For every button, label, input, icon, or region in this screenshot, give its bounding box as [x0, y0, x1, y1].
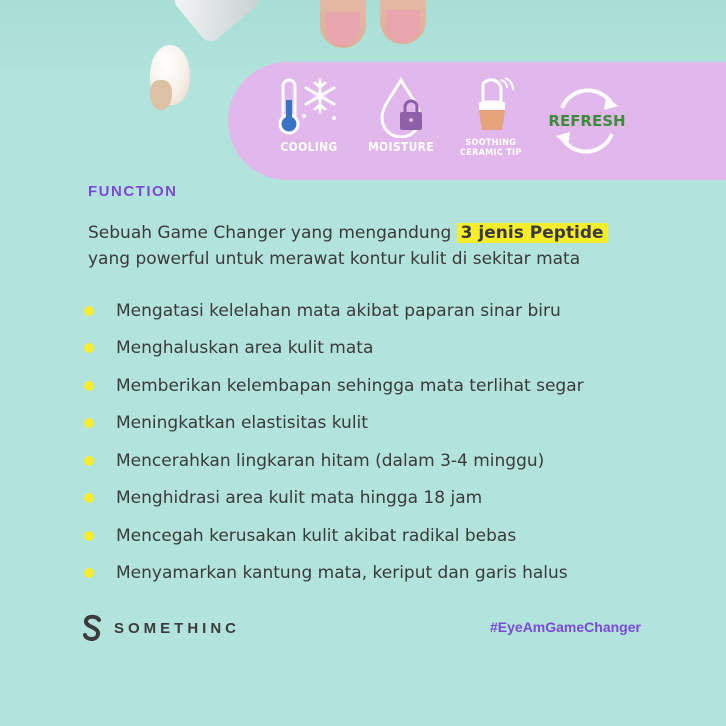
product-photo: [0, 0, 726, 70]
feature-refresh: [548, 82, 626, 160]
intro-before: Sebuah Game Changer yang mengandung: [88, 223, 452, 243]
list-item-text: Mencerahkan lingkaran hitam (dalam 3-4 minggu): [116, 450, 545, 471]
brand-logo-icon: [82, 613, 102, 643]
list-item: [84, 367, 704, 405]
bullet-icon: [84, 568, 94, 578]
feature-ceramic-tip: [460, 76, 522, 158]
function-title: FUNCTION: [88, 183, 178, 200]
list-item-text: Menghaluskan area kulit mata: [116, 338, 374, 359]
feature-label-cooling: COOLING: [280, 140, 338, 154]
intro-text: [88, 220, 688, 272]
ceramic-tip-icon: [461, 76, 521, 134]
refresh-arrows-icon: [548, 82, 626, 160]
hand-fingers: [300, 0, 490, 50]
list-item-text: Meningkatkan elastisitas kulit: [116, 413, 368, 434]
brand: [82, 613, 240, 643]
brand-name: SOMETHINC: [114, 619, 240, 637]
feature-label-line1: SOOTHING: [465, 138, 517, 148]
list-item: [84, 292, 704, 330]
water-drop-lock-icon: [370, 76, 432, 138]
feature-label-moisture: MOISTURE: [368, 140, 434, 154]
list-item-text: Mengatasi kelelahan mata akibat paparan sinar biru: [116, 300, 561, 321]
bullet-icon: [84, 531, 94, 541]
bullet-icon: [84, 418, 94, 428]
feature-cooling: [274, 76, 344, 153]
list-item: [84, 330, 704, 368]
list-item: [84, 405, 704, 443]
intro-highlight: 3 jenis Peptide: [457, 223, 608, 243]
refresh-label: REFRESH: [548, 112, 626, 130]
thermometer-snowflake-icon: [274, 76, 344, 138]
list-item-text: Memberikan kelembapan sehingga mata terlihat segar: [116, 375, 584, 396]
list-item-text: Menyamarkan kantung mata, keriput dan garis halus: [116, 563, 568, 584]
features-banner: [228, 62, 726, 180]
bullet-icon: [84, 343, 94, 353]
feature-label-soothing: [460, 138, 522, 158]
hashtag: #EyeAmGameChanger: [490, 619, 641, 635]
bullet-icon: [84, 456, 94, 466]
feature-moisture: [368, 76, 434, 153]
list-item-text: Mencegah kerusakan kulit akibat radikal bebas: [116, 525, 517, 546]
intro-after: yang powerful untuk merawat kontur kulit di sekitar mata: [88, 249, 581, 269]
product-tube: [171, 0, 263, 45]
bullet-icon: [84, 493, 94, 503]
list-item: [84, 517, 704, 555]
list-item-text: Menghidrasi area kulit mata hingga 18 jam: [116, 488, 483, 509]
benefits-list: [84, 292, 704, 592]
feature-label-line2: CERAMIC TIP: [460, 148, 522, 158]
list-item: [84, 555, 704, 593]
list-item: [84, 442, 704, 480]
cream-drip: [150, 80, 172, 110]
list-item: [84, 480, 704, 518]
bullet-icon: [84, 381, 94, 391]
bullet-icon: [84, 306, 94, 316]
